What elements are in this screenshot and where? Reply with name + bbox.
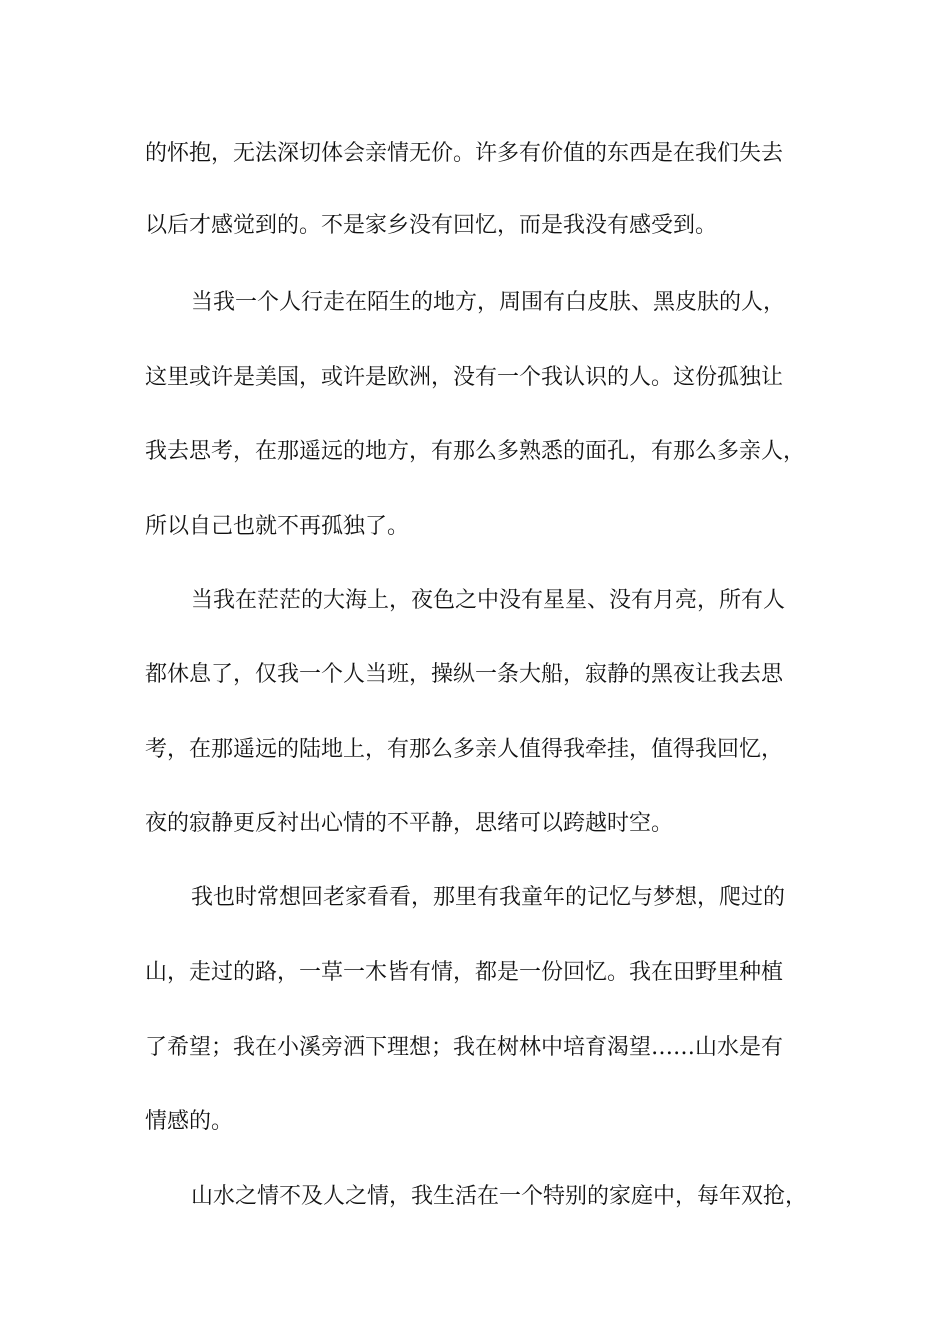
- text-line-6: 所以自己也就不再孤独了。: [145, 514, 410, 539]
- paragraph-start-line-11: 我也时常想回老家看看，那里有我童年的记忆与梦想，爬过的: [191, 885, 786, 910]
- text-line-8: 都休息了，仅我一个人当班，操纵一条大船，寂静的黑夜让我去思: [145, 662, 784, 687]
- text-line-13: 了希望；我在小溪旁洒下理想；我在树林中培育渴望……山水是有: [145, 1035, 784, 1060]
- paragraph-start-line-15: 山水之情不及人之情，我生活在一个特别的家庭中，每年双抢，: [191, 1184, 808, 1209]
- text-line-4: 这里或许是美国，或许是欧洲，没有一个我认识的人。这份孤独让: [145, 365, 784, 390]
- text-line-2: 以后才感觉到的。不是家乡没有回忆，而是我没有感受到。: [145, 213, 718, 238]
- text-line-5: 我去思考，在那遥远的地方，有那么多熟悉的面孔，有那么多亲人，: [145, 439, 806, 464]
- text-line-9: 考，在那遥远的陆地上，有那么多亲人值得我牵挂，值得我回忆，: [145, 737, 784, 762]
- text-line-10: 夜的寂静更反衬出心情的不平静，思绪可以跨越时空。: [145, 811, 674, 836]
- paragraph-start-line-7: 当我在茫茫的大海上，夜色之中没有星星、没有月亮，所有人: [191, 588, 786, 613]
- paragraph-start-line-3: 当我一个人行走在陌生的地方，周围有白皮肤、黑皮肤的人，: [191, 290, 786, 315]
- text-line-1: 的怀抱，无法深切体会亲情无价。许多有价值的东西是在我们失去: [145, 141, 784, 166]
- text-line-14: 情感的。: [145, 1109, 234, 1134]
- text-line-12: 山，走过的路，一草一木皆有情，都是一份回忆。我在田野里种植: [145, 960, 784, 985]
